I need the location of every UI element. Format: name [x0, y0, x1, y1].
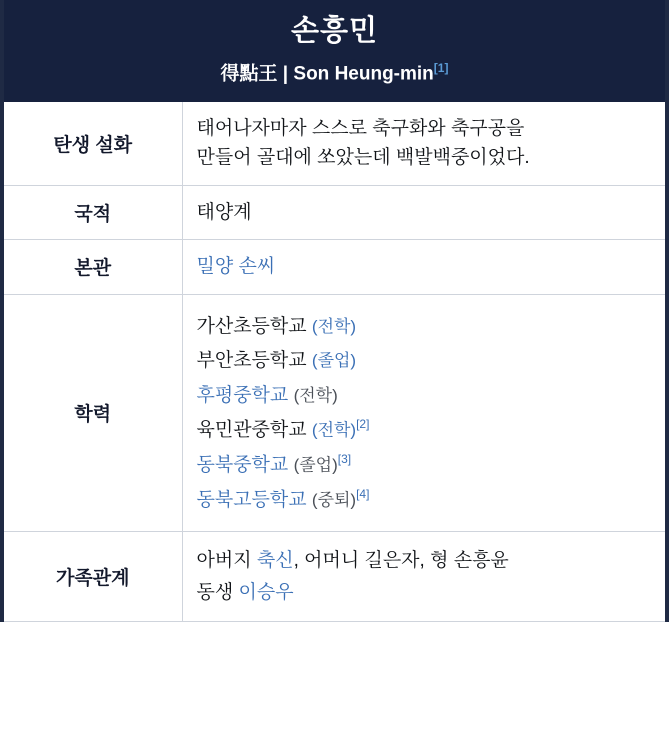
education-entry	[197, 312, 652, 341]
school-status[interactable]: (전학)	[311, 316, 357, 336]
school-status[interactable]: (전학)	[311, 420, 357, 440]
infobox-bottom-divider	[4, 621, 665, 622]
row-value-nationality: 태양계	[196, 201, 252, 223]
row-label-birth-myth: 탄생 설화	[4, 102, 182, 185]
school-name: 부안초등학교	[196, 350, 307, 372]
school-status[interactable]: (졸업)	[311, 351, 357, 371]
education-entry	[197, 450, 652, 480]
row-value-clan	[182, 240, 665, 294]
family-sibling-label: 동생	[196, 581, 239, 603]
school-status: (전학)	[293, 385, 338, 405]
infobox-table	[4, 102, 665, 621]
school-status: (졸업)	[293, 455, 338, 475]
education-entry	[197, 381, 652, 410]
family-line-2	[197, 578, 652, 607]
birth-myth-line-1: 태어나자마자 스스로 축구화와 축구공을	[196, 117, 525, 139]
row-label-education: 학력	[4, 294, 182, 532]
table-row	[4, 185, 665, 239]
family-father-label: 아버지	[196, 550, 257, 572]
school-name-link[interactable]: 동북고등학교	[196, 488, 307, 510]
school-name: 육민관중학교	[196, 419, 307, 441]
table-row	[4, 532, 665, 621]
table-row	[4, 102, 665, 185]
school-name: 가산초등학교	[196, 315, 307, 337]
table-row	[4, 240, 665, 294]
subtitle-separator: |	[277, 63, 294, 85]
family-line-1-rest: , 어머니 길은자, 형 손흥윤	[293, 550, 509, 572]
infobox-subtitle	[14, 61, 655, 86]
row-label-clan: 본관	[4, 240, 182, 294]
row-label-family: 가족관계	[4, 532, 182, 621]
education-entry	[197, 346, 652, 375]
birth-myth-line-2: 만들어 골대에 쏘았는데 백발백중이었다.	[196, 147, 530, 169]
education-entry	[197, 415, 652, 445]
school-name-link[interactable]: 동북중학교	[196, 454, 289, 476]
subtitle-latin: Son Heung-min	[293, 63, 434, 85]
reference-link-4[interactable]: [4]	[356, 486, 370, 501]
reference-link-3[interactable]: [3]	[337, 451, 352, 466]
reference-link-1[interactable]: [1]	[433, 60, 449, 75]
row-value-birth-myth	[182, 102, 665, 185]
row-value-family	[182, 532, 665, 621]
clan-link[interactable]: 밀양 손씨	[196, 256, 276, 278]
school-name-link[interactable]: 후평중학교	[196, 384, 289, 406]
reference-link-2[interactable]: [2]	[356, 416, 370, 431]
row-label-nationality: 국적	[4, 185, 182, 239]
education-entry	[197, 485, 652, 515]
school-status: (중퇴)	[311, 489, 357, 509]
family-father-link[interactable]: 축신	[256, 550, 294, 572]
family-sibling-link[interactable]: 이승우	[238, 581, 294, 603]
table-row	[4, 294, 665, 532]
family-line-1	[197, 546, 652, 575]
page-title: 손흥민	[290, 15, 379, 47]
row-value-education	[182, 294, 665, 532]
infobox-header	[4, 0, 665, 102]
subtitle-hanja: 得點王	[220, 63, 278, 85]
